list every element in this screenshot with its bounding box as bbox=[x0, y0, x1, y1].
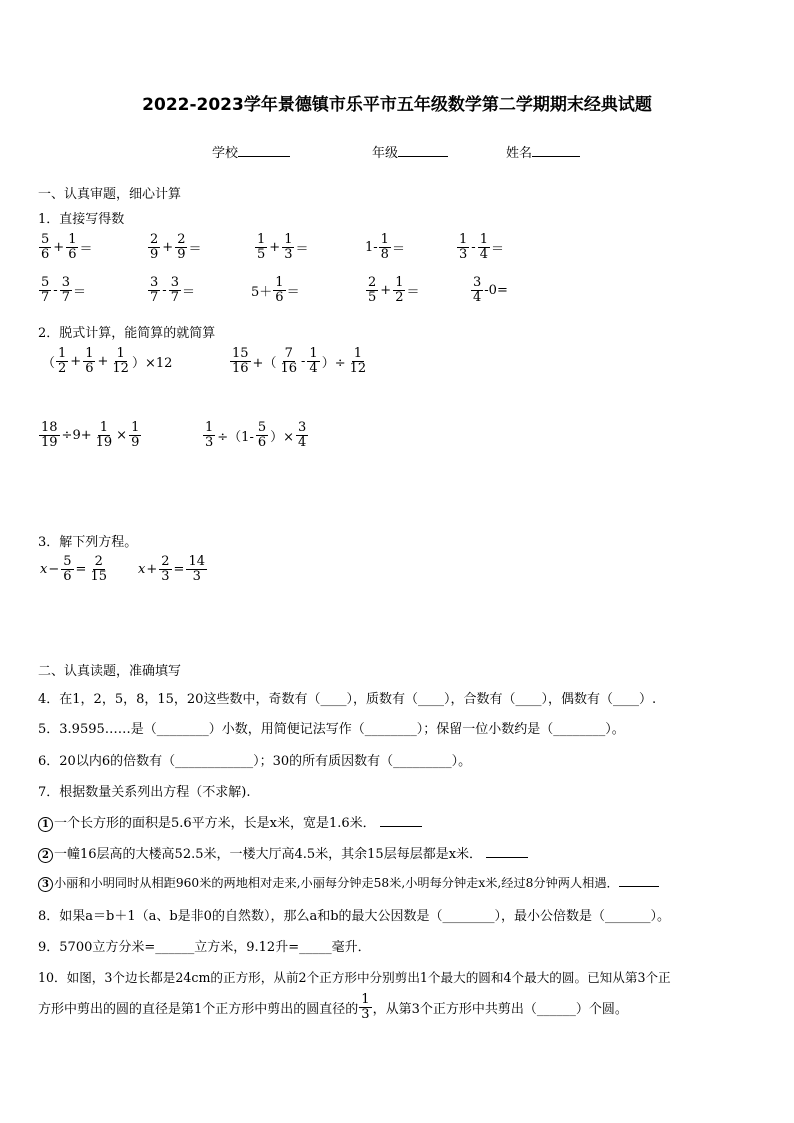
numerator: 3 bbox=[61, 275, 70, 290]
q1-label: 1．直接写得数 bbox=[38, 212, 125, 227]
q1-item-b bbox=[147, 233, 201, 261]
q3-label: 3．解下列方程。 bbox=[38, 535, 138, 550]
denominator: 9 bbox=[177, 246, 186, 262]
math-text: 小丽和小明同时从相距960米的两地相对走来,小丽每分钟走58米,小明每分钟走x米,经过8分钟两人相遇． bbox=[54, 876, 619, 890]
math-text: + bbox=[146, 561, 158, 577]
denominator: 16 bbox=[280, 360, 297, 376]
denominator: 6 bbox=[63, 568, 72, 584]
name-blank[interactable] bbox=[532, 144, 580, 157]
answer-blank[interactable] bbox=[619, 875, 659, 887]
fraction bbox=[296, 421, 308, 449]
fraction bbox=[348, 347, 369, 375]
math-text: 5＋ bbox=[251, 284, 273, 300]
numerator: 1 bbox=[58, 346, 67, 361]
denominator: 7 bbox=[61, 289, 70, 305]
numerator: 1 bbox=[85, 346, 94, 361]
numerator: 15 bbox=[232, 346, 249, 361]
math-text: - bbox=[301, 353, 306, 369]
denominator: 9 bbox=[131, 434, 140, 450]
q2-item-d bbox=[202, 421, 309, 449]
math-text: ）× bbox=[270, 429, 295, 445]
numerator: 2 bbox=[94, 554, 103, 569]
denominator: 4 bbox=[479, 246, 488, 262]
fraction bbox=[359, 993, 371, 1021]
denominator: 7 bbox=[150, 289, 159, 305]
numerator: 1 bbox=[284, 232, 293, 247]
math-text: ＝ bbox=[406, 284, 420, 300]
q3-equation-a bbox=[40, 555, 110, 583]
q1-item-c bbox=[254, 233, 308, 261]
numerator: 3 bbox=[473, 275, 482, 290]
numerator: 18 bbox=[41, 420, 58, 435]
q4-text: 4．在1，2，5，8，15，20这些数中，奇数有（____），质数有（____），合数有（____），偶数有（____）. bbox=[38, 692, 657, 707]
denominator: 6 bbox=[275, 289, 284, 305]
fraction bbox=[256, 421, 268, 449]
q1-item-g bbox=[147, 276, 195, 304]
circled-number: 1 bbox=[38, 817, 53, 832]
denominator: 9 bbox=[150, 246, 159, 262]
math-text: x bbox=[40, 561, 48, 577]
math-text: ＝ bbox=[391, 241, 405, 257]
school-label: 学校 bbox=[212, 146, 239, 161]
q7-item-1 bbox=[38, 812, 422, 832]
numerator: 5 bbox=[41, 275, 50, 290]
denominator: 8 bbox=[380, 246, 389, 262]
denominator: 2 bbox=[58, 360, 67, 376]
math-text: ＝ bbox=[295, 241, 309, 257]
numerator: 5 bbox=[63, 554, 72, 569]
denominator: 6 bbox=[257, 434, 267, 450]
fraction bbox=[129, 421, 141, 449]
fraction bbox=[255, 233, 267, 261]
denominator: 7 bbox=[170, 289, 179, 305]
math-text: -0= bbox=[484, 282, 508, 298]
q2-item-b bbox=[229, 347, 369, 375]
math-text: ＝ bbox=[181, 284, 195, 300]
answer-blank[interactable] bbox=[486, 846, 528, 858]
numerator: 2 bbox=[177, 232, 186, 247]
math-text: ＝ bbox=[188, 241, 202, 257]
fraction bbox=[230, 347, 251, 375]
denominator: 3 bbox=[459, 246, 468, 262]
q6-text: 6．20以内6的倍数有（____________）；30的所有质因数有（_________）。 bbox=[38, 754, 472, 769]
numerator: 1 bbox=[459, 232, 468, 247]
fraction bbox=[60, 276, 72, 304]
math-text: 1- bbox=[365, 239, 378, 255]
math-text: + bbox=[70, 353, 82, 369]
numerator: 5 bbox=[257, 420, 267, 435]
q5-text: 5．3.9595……是（________）小数，用简便记法写作（________）；保留一位小数约是（________）。 bbox=[38, 722, 625, 737]
fraction bbox=[203, 421, 215, 449]
q1-item-f bbox=[38, 276, 86, 304]
fraction bbox=[457, 233, 469, 261]
fraction bbox=[307, 347, 319, 375]
fraction bbox=[56, 347, 68, 375]
denominator: 15 bbox=[90, 568, 107, 584]
numerator: 1 bbox=[309, 346, 318, 361]
numerator: 2 bbox=[150, 232, 159, 247]
math-text: 一个长方形的面积是5.6平方米，长是x米，宽是1.6米． bbox=[54, 816, 376, 831]
fraction bbox=[83, 347, 95, 375]
math-text: + bbox=[162, 239, 174, 255]
denominator: 4 bbox=[298, 434, 307, 450]
math-text: - bbox=[162, 282, 167, 298]
math-text: + bbox=[53, 239, 65, 255]
fraction bbox=[148, 276, 160, 304]
page-title: 2022-2023学年景德镇市乐平市五年级数学第二学期期末经典试题 bbox=[142, 95, 652, 115]
math-text: 方形中剪出的圆的直径是第1个正方形中剪出的圆直径的 bbox=[38, 1001, 359, 1017]
q10-line-1: 10．如图，3个边长都是24cm的正方形，从前2个正方形中分别剪出1个最大的圆和4个最大的圆。已知从第3个正 bbox=[38, 970, 671, 985]
denominator: 3 bbox=[205, 434, 214, 450]
fraction bbox=[61, 555, 73, 583]
denominator: 4 bbox=[309, 360, 318, 376]
q1-item-i bbox=[365, 276, 419, 304]
numerator: 1 bbox=[257, 232, 266, 247]
numerator: 1 bbox=[395, 275, 404, 290]
math-text: - bbox=[471, 239, 476, 255]
math-text: - bbox=[53, 282, 58, 298]
fraction bbox=[278, 347, 299, 375]
numerator: 1 bbox=[353, 346, 362, 361]
denominator: 3 bbox=[192, 568, 201, 584]
grade-field bbox=[372, 142, 448, 161]
q1-item-d bbox=[365, 233, 405, 261]
grade-label: 年级 bbox=[372, 146, 399, 161]
numerator: 1 bbox=[68, 232, 77, 247]
numerator: 7 bbox=[284, 346, 293, 361]
math-text: = bbox=[173, 561, 185, 577]
denominator: 6 bbox=[85, 360, 94, 376]
q1-item-j bbox=[470, 276, 508, 304]
section-1-heading: 一、认真审题，细心计算 bbox=[38, 187, 182, 202]
numerator: 1 bbox=[205, 420, 214, 435]
numerator: 2 bbox=[161, 554, 170, 569]
q7-label: 7．根据数量关系列出方程（不求解). bbox=[38, 785, 251, 800]
grade-blank[interactable] bbox=[398, 144, 448, 157]
math-text: ）÷ bbox=[321, 355, 346, 371]
numerator: 2 bbox=[368, 275, 377, 290]
q7-item-3 bbox=[38, 874, 659, 892]
denominator: 7 bbox=[41, 289, 50, 305]
denominator: 3 bbox=[161, 568, 170, 584]
numerator: 3 bbox=[170, 275, 179, 290]
numerator: 3 bbox=[298, 420, 307, 435]
math-text: ）×12 bbox=[131, 355, 173, 371]
q7-item-2 bbox=[38, 843, 528, 863]
fraction bbox=[94, 421, 115, 449]
q9-text: 9．5700立方分米=______立方米，9.12升=_____毫升． bbox=[38, 940, 371, 955]
denominator: 16 bbox=[232, 360, 249, 376]
q2-item-c bbox=[38, 421, 142, 449]
math-text: ＝ bbox=[79, 241, 93, 257]
math-text: ＝ bbox=[72, 284, 86, 300]
denominator: 19 bbox=[95, 434, 113, 450]
math-text: ，从第3个正方形中共剪出（______）个圆。 bbox=[372, 1001, 628, 1017]
math-text: ＝ bbox=[286, 284, 300, 300]
math-text: = bbox=[75, 561, 87, 577]
denominator: 12 bbox=[112, 360, 129, 376]
numerator: 14 bbox=[188, 554, 205, 569]
denominator: 19 bbox=[41, 434, 58, 450]
q1-item-h bbox=[251, 276, 300, 304]
math-text: ＝ bbox=[490, 241, 504, 257]
denominator: 6 bbox=[41, 246, 50, 262]
school-blank[interactable] bbox=[238, 144, 290, 157]
school-field bbox=[212, 142, 290, 161]
fraction bbox=[471, 276, 483, 304]
denominator: 2 bbox=[395, 289, 404, 305]
circled-number: 3 bbox=[38, 877, 53, 892]
numerator: 3 bbox=[150, 275, 159, 290]
numerator: 1 bbox=[361, 992, 370, 1007]
q8-text: 8．如果a＝b＋1（a、b是非0的自然数），那么a和b的最大公因数是（________），最小公倍数是（_______）。 bbox=[38, 909, 671, 924]
denominator: 12 bbox=[349, 360, 367, 376]
q1-item-a bbox=[38, 233, 92, 261]
name-field bbox=[506, 142, 580, 161]
fraction bbox=[366, 276, 378, 304]
math-text: ÷（1- bbox=[217, 429, 254, 445]
numerator: 1 bbox=[116, 346, 125, 361]
section-2-heading: 二、认真读题，准确填写 bbox=[38, 664, 182, 679]
answer-blank[interactable] bbox=[380, 815, 422, 827]
denominator: 5 bbox=[368, 289, 377, 305]
math-text: + bbox=[380, 282, 392, 298]
name-label: 姓名 bbox=[506, 146, 533, 161]
fraction bbox=[39, 276, 51, 304]
math-text: （ bbox=[42, 355, 56, 371]
math-text: × bbox=[116, 427, 128, 443]
numerator: 1 bbox=[99, 420, 109, 435]
math-text: + bbox=[97, 353, 109, 369]
fraction bbox=[478, 233, 490, 261]
q10-line-2 bbox=[38, 993, 628, 1021]
denominator: 3 bbox=[284, 246, 293, 262]
denominator: 6 bbox=[68, 246, 77, 262]
fraction bbox=[110, 347, 131, 375]
fraction bbox=[282, 233, 294, 261]
fraction bbox=[175, 233, 187, 261]
fraction bbox=[88, 555, 109, 583]
q3-equation-b bbox=[138, 555, 208, 583]
math-text: + bbox=[269, 239, 281, 255]
math-text: ÷9+ bbox=[61, 427, 92, 443]
math-text: x bbox=[138, 561, 146, 577]
math-text: − bbox=[48, 561, 60, 577]
fraction bbox=[393, 276, 405, 304]
fraction bbox=[39, 421, 60, 449]
fraction bbox=[273, 276, 285, 304]
q1-item-e bbox=[456, 233, 504, 261]
math-text: 一幢16层高的大楼高52.5米，一楼大厅高4.5米，其余15层每层都是x米． bbox=[54, 847, 483, 862]
fraction bbox=[148, 233, 160, 261]
q2-item-a bbox=[42, 347, 172, 375]
numerator: 1 bbox=[275, 275, 284, 290]
circled-number: 2 bbox=[38, 848, 53, 863]
numerator: 1 bbox=[479, 232, 488, 247]
fraction bbox=[39, 233, 51, 261]
fraction bbox=[379, 233, 391, 261]
numerator: 1 bbox=[131, 420, 140, 435]
numerator: 1 bbox=[380, 232, 389, 247]
denominator: 5 bbox=[257, 246, 266, 262]
fraction bbox=[186, 555, 207, 583]
numerator: 5 bbox=[41, 232, 50, 247]
denominator: 3 bbox=[361, 1006, 370, 1022]
denominator: 4 bbox=[473, 289, 482, 305]
q2-label: 2．脱式计算，能简算的就简算 bbox=[38, 326, 216, 341]
fraction bbox=[169, 276, 181, 304]
fraction bbox=[66, 233, 78, 261]
fraction bbox=[159, 555, 171, 583]
math-text: +（ bbox=[252, 355, 277, 371]
